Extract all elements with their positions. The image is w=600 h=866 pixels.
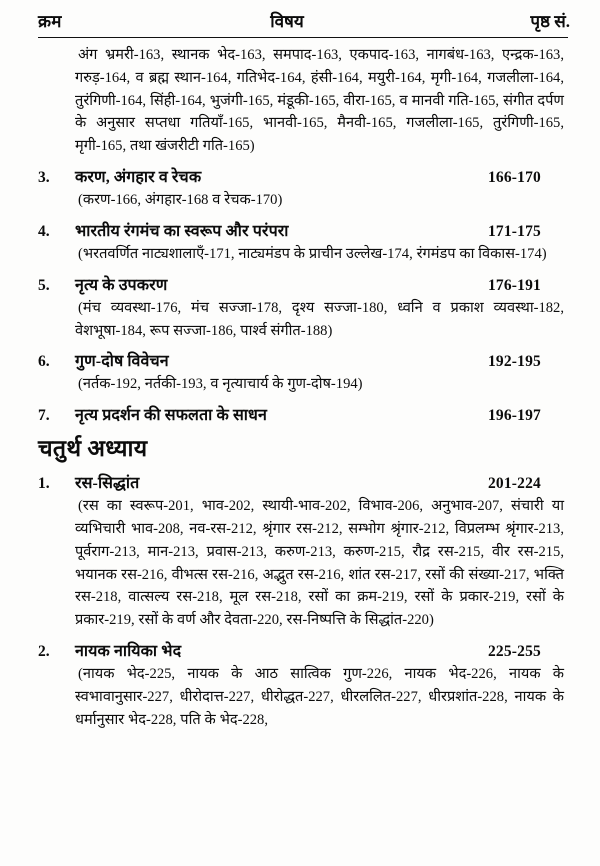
entry-title: नृत्य के उपकरण: [75, 276, 168, 294]
entry-number: 6.: [38, 353, 50, 371]
entry-number: 7.: [38, 407, 50, 425]
entry-page-range: 201-224: [487, 475, 541, 493]
entry-number: 1.: [38, 475, 50, 493]
entry-number: 4.: [38, 222, 50, 240]
entry-2-ch4[interactable]: [0, 639, 600, 661]
entry-title: भारतीय रंगमंच का स्वरूप और परंपरा: [75, 222, 289, 240]
entry-title: करण, अंगहार व रेचक: [75, 169, 202, 187]
entry-4[interactable]: [0, 219, 600, 241]
entry-page-range: 166-170: [487, 169, 541, 187]
entry-page-range: 176-191: [487, 276, 541, 294]
column-header-krama: क्रम: [38, 12, 62, 31]
detail-nayaknayika: (नायक भेद-225, नायक के आठ सात्विक गुण-226, नायक भेद-226, नायक के स्वभावानुसार-227, धीरोदात्त-227, धीरोद्धत-227, धीरललित-227, धीरप्रशांत-228, नायक के धर्मानुसार भेद-228, पति के भेद-228,: [75, 666, 564, 728]
column-header-vishay: विषय: [270, 12, 304, 31]
toc-column-headers: [0, 0, 600, 34]
entry-page-range: 192-195: [487, 353, 541, 371]
entry-5[interactable]: [0, 273, 600, 295]
entry-3[interactable]: [0, 165, 600, 187]
toc-body: [0, 38, 600, 731]
entry-title: नायक नायिका भेद: [75, 643, 182, 660]
detail-karana: (करण-166, अंगहार-168 व रेचक-170): [78, 192, 283, 209]
detail-upakaran: (मंच व्यवस्था-176, मंच सज्जा-178, दृश्य सज्जा-180, ध्वनि व प्रकाश व्यवस्था-182, वेशभूषा-184, रूप सज्जा-186, पार्श्व संगीत-188): [75, 299, 564, 339]
entry-number: 3.: [38, 169, 50, 187]
entry-title: गुण-दोष विवेचन: [75, 353, 169, 371]
column-header-prishtha: पृष्ठ सं.: [530, 12, 570, 31]
entry-number: 2.: [38, 643, 50, 660]
entry-6[interactable]: [0, 349, 600, 371]
detail-angabhramari: अंग भ्रमरी-163, स्थानक भेद-163, समपाद-163, एकपाद-163, नागबंध-163, एन्द्रक-163, गरुड़-164, व ब्रह्म स्थान-164, गतिभेद-164, हंसी-164, मयुरी-164, मृगी-164, गजलीला-164, तुरंगिणी-164, सिंही-164, भुजंगी-165, मंडूकी-165, वीरा-165, व मानवी गति-165, संगीत दर्पण के अनुसार सप्तधा गतियाँ-165, भानवी-165, मैनवी-165, गजलीला-165, तुरंगिणी-165, मृगी-165, तथा खंजरीटी गति-165): [75, 47, 564, 155]
entry-title: नृत्य प्रदर्शन की सफलता के साधन: [75, 407, 267, 425]
entry-page-range: 196-197: [487, 407, 541, 425]
detail-rassiddhant: (रस का स्वरूप-201, भाव-202, स्थायी-भाव-202, विभाव-206, अनुभाव-207, संचारी या व्यभिचारी भाव-208, नव-रस-212, श्रृंगार रस-212, सम्भोग श्रृंगार-212, विप्रलम्भ श्रृंगार-213, पूर्वराग-213, मान-213, प्रवास-213, करुण-213, करुण-215, रौद्र रस-215, वीर रस-215, भयानक रस-216, वीभत्स रस-216, अद्भुत रस-216, शांत रस-217, रसों की संख्या-217, भक्ति रस-218, वात्सल्य रस-218, मूल रस-218, रसों का क्रम-219, रसों के प्रकार-219, रसों के प्रकार-219, रसों के वर्ण और देवता-220, रस-निष्पत्ति के सिद्धांत-220): [75, 498, 564, 629]
detail-gunadosh: (नर्तक-192, नर्तकी-193, व नृत्याचार्य के गुण-दोष-194): [78, 376, 363, 393]
entry-title: रस-सिद्धांत: [75, 475, 140, 493]
entry-number: 5.: [38, 276, 50, 294]
chapter-heading-chaturth: चतुर्थ अध्याय: [38, 436, 148, 462]
entry-7[interactable]: [0, 403, 600, 425]
detail-rangamanch: (भरतवर्णित नाट्यशालाएँ-171, नाट्यमंडप के प्राचीन उल्लेख-174, रंगमंडप का विकास-174): [78, 245, 547, 262]
entry-page-range: 171-175: [487, 222, 541, 240]
entry-1-ch4[interactable]: [0, 471, 600, 493]
entry-page-range: 225-255: [487, 643, 541, 660]
